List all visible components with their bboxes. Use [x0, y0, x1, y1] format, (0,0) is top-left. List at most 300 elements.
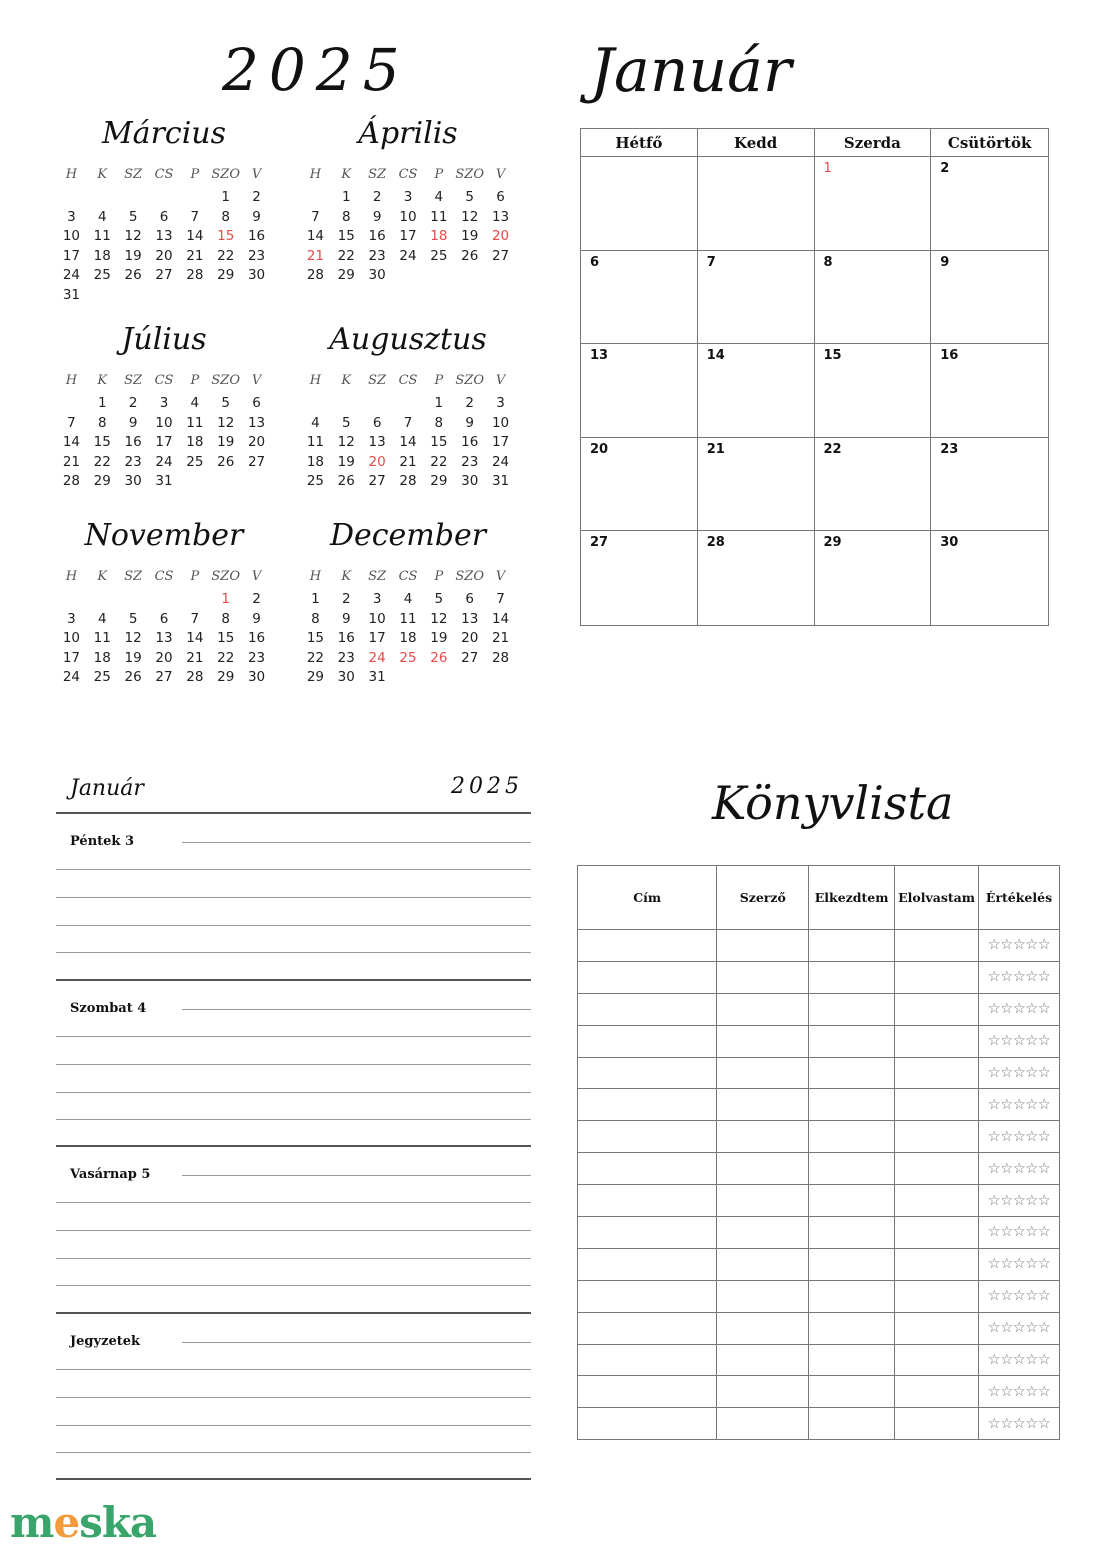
rating-stars-icon: ☆☆☆☆☆: [979, 930, 1060, 962]
day-number: 6: [496, 189, 505, 205]
booklist-column-header: Értékelés: [979, 866, 1060, 930]
day-number: 30: [247, 267, 266, 284]
day-number: 25: [430, 247, 448, 264]
booklist-row: [578, 1344, 1060, 1376]
booklist-cell[interactable]: [717, 1185, 809, 1217]
planner-section-label: Vasárnap 5: [70, 1167, 158, 1182]
mini-calendar-days: [300, 564, 516, 688]
calendar-day-cell: 23: [931, 438, 1048, 532]
booklist-cell[interactable]: [895, 1248, 979, 1280]
writing-line: [56, 1202, 531, 1203]
booklist-column-header: Elkezdtem: [809, 866, 895, 930]
booklist-cell[interactable]: [578, 930, 717, 962]
day-number: 8: [221, 208, 230, 225]
mini-calendar-title: Augusztus: [329, 322, 487, 357]
booklist-cell[interactable]: [809, 1376, 895, 1408]
day-number: 26: [124, 669, 142, 686]
day-number: 3: [403, 189, 413, 205]
booklist-cell[interactable]: [578, 1217, 717, 1249]
day-number: 26: [124, 267, 142, 284]
booklist-cell[interactable]: [895, 1408, 979, 1440]
booklist-row: [578, 1153, 1060, 1185]
weekday-label: SZO: [455, 373, 485, 388]
day-number: 17: [368, 630, 386, 647]
day-number: 20: [491, 228, 510, 245]
day-number: 1: [434, 395, 444, 411]
booklist-cell[interactable]: [578, 1057, 717, 1089]
booklist-cell[interactable]: [809, 993, 895, 1025]
empty-day: [179, 188, 210, 208]
year-title: 2025: [222, 36, 410, 104]
calendar-day-cell: 7: [698, 251, 815, 345]
weekday-label: P: [434, 373, 444, 388]
month-calendar-grid: [580, 128, 1049, 626]
weekday-label: CS: [154, 373, 174, 388]
day-number: 1: [97, 395, 107, 411]
day-number: 4: [97, 208, 107, 225]
day-number: 17: [491, 434, 510, 451]
day-number: 20: [155, 649, 173, 666]
day-number: 10: [62, 630, 81, 647]
day-number: 11: [93, 630, 111, 647]
day-number: 12: [124, 630, 142, 647]
weekday-label: SZO: [455, 569, 485, 584]
mini-calendar-augusztus: [300, 318, 516, 492]
weekday-header: Csütörtök: [931, 129, 1048, 157]
day-number: 21: [186, 247, 204, 264]
weekday-header: Hétfő: [581, 129, 698, 157]
empty-day: [300, 188, 331, 208]
booklist-cell[interactable]: [578, 961, 717, 993]
day-number: 27: [155, 267, 173, 284]
weekday-label: H: [309, 569, 322, 584]
day-number: 26: [337, 473, 355, 490]
day-number: 20: [461, 630, 479, 647]
day-number: 30: [247, 669, 266, 686]
weekday-label: SZ: [368, 569, 387, 584]
day-number: 26: [461, 247, 479, 264]
day-number: 12: [124, 228, 142, 245]
weekday-label: H: [65, 167, 78, 182]
booklist-body: [578, 930, 1060, 1440]
day-number: 9: [341, 610, 351, 627]
weekday-label: SZO: [211, 569, 241, 584]
booklist-cell[interactable]: [578, 993, 717, 1025]
empty-day: [56, 188, 87, 208]
day-number: 22: [306, 649, 325, 666]
day-number: 18: [93, 649, 111, 666]
booklist-cell[interactable]: [895, 1312, 979, 1344]
booklist-cell[interactable]: [717, 1025, 809, 1057]
booklist-cell[interactable]: [895, 1280, 979, 1312]
booklist-cell[interactable]: [895, 1025, 979, 1057]
empty-day: [331, 394, 362, 414]
rating-stars-icon: ☆☆☆☆☆: [979, 1025, 1060, 1057]
weekday-label: K: [341, 569, 352, 584]
booklist-cell[interactable]: [578, 1121, 717, 1153]
calendar-day-cell: 30: [940, 535, 959, 551]
day-number: 19: [430, 630, 448, 647]
calendar-day-cell: [581, 157, 698, 251]
booklist-cell[interactable]: [578, 1312, 717, 1344]
day-number: 21: [186, 649, 204, 666]
day-number: 30: [124, 473, 142, 490]
day-number: 11: [306, 434, 325, 451]
weekday-label: SZ: [368, 167, 387, 182]
writing-line: [56, 925, 531, 926]
booklist-cell[interactable]: [895, 930, 979, 962]
rating-stars-icon: ☆☆☆☆☆: [979, 1248, 1060, 1280]
booklist-cell[interactable]: [578, 1089, 717, 1121]
day-number: 3: [67, 610, 76, 627]
calendar-day-cell: 20: [581, 438, 698, 532]
weekday-label: K: [341, 373, 352, 388]
day-number: 10: [62, 228, 81, 245]
weekday-label: SZ: [368, 373, 387, 388]
weekday-label: SZ: [124, 373, 143, 388]
day-number: 1: [221, 591, 230, 607]
day-number: 16: [368, 228, 386, 245]
day-number: 8: [221, 610, 230, 627]
day-number: 25: [93, 267, 111, 284]
day-number: 6: [159, 208, 169, 225]
booklist-cell[interactable]: [717, 930, 809, 962]
day-number: 31: [368, 669, 386, 686]
day-number: 29: [217, 267, 235, 284]
weekday-label: SZ: [124, 569, 143, 584]
rating-stars-icon: ☆☆☆☆☆: [979, 1121, 1060, 1153]
day-number: 27: [461, 649, 479, 666]
day-number: 27: [368, 473, 386, 490]
meska-logo: meska: [10, 1498, 157, 1547]
day-number: 22: [217, 649, 235, 666]
day-number: 26: [217, 453, 235, 470]
day-number: 4: [311, 414, 320, 431]
calendar-day-cell: 14: [698, 344, 815, 438]
day-number: 8: [97, 414, 107, 431]
day-number: 5: [341, 414, 351, 431]
day-number: 27: [247, 453, 266, 470]
weekday-label: H: [309, 167, 322, 182]
day-number: 2: [341, 591, 351, 607]
rating-stars-icon: ☆☆☆☆☆: [979, 1217, 1060, 1249]
weekday-label: CS: [398, 373, 418, 388]
booklist-cell[interactable]: [809, 1344, 895, 1376]
day-number: 10: [368, 610, 386, 627]
day-number: 12: [217, 414, 235, 431]
calendar-day-cell: 29: [815, 531, 932, 625]
day-number: 17: [155, 434, 173, 451]
day-number: 15: [430, 434, 448, 451]
booklist-row: [578, 961, 1060, 993]
booklist-cell[interactable]: [895, 1089, 979, 1121]
weekday-label: P: [434, 569, 444, 584]
booklist-cell[interactable]: [809, 1121, 895, 1153]
booklist-cell[interactable]: [895, 1376, 979, 1408]
rating-stars-icon: ☆☆☆☆☆: [979, 1153, 1060, 1185]
day-number: 6: [372, 414, 382, 431]
mini-calendar-title: December: [329, 518, 487, 553]
day-number: 4: [97, 610, 107, 627]
day-number: 29: [306, 669, 325, 686]
day-number: 18: [93, 247, 111, 264]
booklist-cell[interactable]: [578, 1025, 717, 1057]
day-number: 1: [311, 591, 320, 607]
booklist-cell[interactable]: [809, 961, 895, 993]
day-number: 27: [155, 669, 173, 686]
day-number: 24: [62, 669, 81, 686]
mini-calendar-days: [300, 162, 516, 286]
day-number: 21: [306, 247, 325, 264]
day-number: 14: [306, 228, 325, 245]
writing-line: [56, 1119, 531, 1120]
booklist-cell[interactable]: [578, 1153, 717, 1185]
empty-day: [87, 590, 118, 610]
weekday-label: V: [251, 167, 262, 182]
booklist-cell[interactable]: [895, 1185, 979, 1217]
day-number: 10: [399, 208, 417, 225]
booklist-cell[interactable]: [895, 1217, 979, 1249]
booklist-cell[interactable]: [578, 1248, 717, 1280]
weekday-label: V: [495, 569, 506, 584]
booklist-column-header: Cím: [578, 866, 717, 930]
day-number: 28: [186, 267, 204, 284]
booklist-column-header: Elolvastam: [895, 866, 979, 930]
day-number: 23: [337, 649, 355, 666]
weekday-header: Szerda: [815, 129, 932, 157]
day-number: 21: [399, 453, 417, 470]
day-number: 25: [306, 473, 325, 490]
weekday-label: CS: [398, 569, 418, 584]
booklist-header-row: [578, 866, 1060, 930]
booklist-cell[interactable]: [717, 1280, 809, 1312]
booklist-cell[interactable]: [895, 1057, 979, 1089]
day-number: 19: [461, 228, 479, 245]
booklist-cell[interactable]: [809, 1025, 895, 1057]
mini-calendar-november: [56, 514, 272, 688]
booklist-row: [578, 1057, 1060, 1089]
booklist-cell[interactable]: [717, 1376, 809, 1408]
booklist-cell[interactable]: [809, 1408, 895, 1440]
booklist-cell[interactable]: [895, 1153, 979, 1185]
day-number: 30: [337, 669, 355, 686]
day-number: 29: [337, 267, 355, 284]
mini-calendar-július: [56, 318, 272, 492]
day-number: 20: [368, 453, 386, 470]
day-number: 25: [186, 453, 204, 470]
day-number: 9: [252, 208, 261, 225]
day-number: 9: [128, 414, 138, 431]
booklist-row: [578, 993, 1060, 1025]
mini-calendar-days: [300, 368, 516, 492]
day-number: 29: [93, 473, 111, 490]
empty-day: [56, 590, 87, 610]
empty-day: [149, 590, 180, 610]
day-number: 17: [399, 228, 417, 245]
booklist-cell[interactable]: [809, 1057, 895, 1089]
writing-line: [182, 1175, 531, 1176]
weekday-label: P: [434, 167, 444, 182]
writing-line: [56, 897, 531, 898]
day-number: 30: [461, 473, 479, 490]
day-number: 20: [155, 247, 173, 264]
day-number: 13: [491, 208, 510, 225]
weekday-label: V: [495, 373, 506, 388]
booklist-cell[interactable]: [895, 1344, 979, 1376]
booklist-cell[interactable]: [895, 993, 979, 1025]
day-number: 18: [186, 434, 204, 451]
weekday-label: K: [97, 373, 108, 388]
booklist-cell[interactable]: [809, 1089, 895, 1121]
day-number: 23: [461, 453, 479, 470]
calendar-day-cell: 13: [581, 344, 698, 438]
planner-section-label: Szombat 4: [70, 1001, 154, 1016]
mini-calendar-március: [56, 112, 272, 306]
day-number: 15: [217, 630, 235, 647]
day-number: 7: [496, 591, 505, 607]
day-number: 14: [186, 630, 204, 647]
booklist-cell[interactable]: [717, 1121, 809, 1153]
day-number: 14: [399, 434, 417, 451]
booklist-cell[interactable]: [717, 1089, 809, 1121]
planner-section-label: Jegyzetek: [70, 1334, 148, 1349]
planner-section-label: Péntek 3: [70, 834, 142, 849]
booklist-cell[interactable]: [717, 1248, 809, 1280]
day-number: 19: [337, 453, 355, 470]
calendar-day-cell: 16: [931, 344, 1048, 438]
month-title: Január: [590, 36, 792, 106]
mini-calendar-title: Április: [358, 116, 458, 151]
empty-day: [362, 394, 393, 414]
empty-day: [393, 394, 424, 414]
day-number: 5: [128, 610, 138, 627]
day-number: 2: [372, 189, 382, 205]
day-number: 29: [217, 669, 235, 686]
booklist-cell[interactable]: [809, 930, 895, 962]
calendar-day-cell: 28: [698, 531, 815, 625]
rating-stars-icon: ☆☆☆☆☆: [979, 961, 1060, 993]
booklist-cell[interactable]: [717, 993, 809, 1025]
booklist-cell[interactable]: [895, 961, 979, 993]
booklist-cell[interactable]: [717, 961, 809, 993]
day-number: 5: [465, 189, 474, 205]
planner-section: [56, 1147, 531, 1314]
day-number: 25: [93, 669, 111, 686]
writing-line: [56, 1064, 531, 1065]
day-number: 26: [430, 649, 448, 666]
day-number: 12: [461, 208, 479, 225]
writing-line: [182, 1009, 531, 1010]
weekday-label: SZ: [124, 167, 143, 182]
planner-year: 2025: [451, 774, 523, 799]
day-number: 16: [337, 630, 355, 647]
day-number: 13: [155, 228, 173, 245]
booklist-cell[interactable]: [717, 1312, 809, 1344]
booklist-cell[interactable]: [717, 1057, 809, 1089]
weekday-label: SZO: [211, 167, 241, 182]
day-number: 11: [399, 610, 417, 627]
booklist-cell[interactable]: [717, 1344, 809, 1376]
day-number: 16: [461, 434, 479, 451]
rating-stars-icon: ☆☆☆☆☆: [979, 1057, 1060, 1089]
day-number: 25: [399, 649, 417, 666]
writing-line: [182, 842, 531, 843]
booklist-cell[interactable]: [578, 1280, 717, 1312]
day-number: 22: [430, 453, 448, 470]
mini-calendar-december: [300, 514, 516, 688]
day-number: 22: [337, 247, 355, 264]
day-number: 1: [221, 189, 230, 205]
booklist-row: [578, 1312, 1060, 1344]
booklist-cell[interactable]: [578, 1408, 717, 1440]
day-number: 15: [93, 434, 111, 451]
day-number: 2: [465, 395, 474, 411]
day-number: 5: [128, 208, 138, 225]
day-number: 16: [247, 228, 266, 245]
booklist-cell[interactable]: [809, 1153, 895, 1185]
day-number: 22: [93, 453, 111, 470]
day-number: 23: [247, 247, 266, 264]
booklist-cell[interactable]: [809, 1185, 895, 1217]
writing-line: [56, 1425, 531, 1426]
booklist-cell[interactable]: [578, 1376, 717, 1408]
booklist-cell[interactable]: [895, 1121, 979, 1153]
day-number: 5: [434, 591, 444, 607]
booklist-cell[interactable]: [809, 1280, 895, 1312]
day-number: 12: [430, 610, 448, 627]
weekday-header: Kedd: [698, 129, 815, 157]
day-number: 23: [368, 247, 386, 264]
day-number: 14: [186, 228, 204, 245]
booklist-row: [578, 1025, 1060, 1057]
day-number: 23: [247, 649, 266, 666]
day-number: 30: [368, 267, 386, 284]
writing-line: [56, 869, 531, 870]
day-number: 10: [491, 414, 510, 431]
booklist-cell[interactable]: [717, 1408, 809, 1440]
rating-stars-icon: ☆☆☆☆☆: [979, 1376, 1060, 1408]
day-number: 28: [186, 669, 204, 686]
rating-stars-icon: ☆☆☆☆☆: [979, 1089, 1060, 1121]
booklist-cell[interactable]: [578, 1185, 717, 1217]
weekday-label: V: [495, 167, 506, 182]
booklist-cell[interactable]: [809, 1217, 895, 1249]
writing-line: [56, 1285, 531, 1286]
booklist-cell[interactable]: [809, 1312, 895, 1344]
day-number: 11: [186, 414, 204, 431]
planner-month: Január: [70, 776, 144, 801]
writing-line: [182, 1342, 531, 1343]
booklist-row: [578, 1217, 1060, 1249]
rating-stars-icon: ☆☆☆☆☆: [979, 993, 1060, 1025]
writing-line: [56, 1397, 531, 1398]
mini-calendar-title: Július: [121, 322, 207, 357]
booklist-row: [578, 1248, 1060, 1280]
booklist-column-header: Szerző: [717, 866, 809, 930]
day-number: 4: [403, 591, 413, 607]
booklist-cell[interactable]: [809, 1248, 895, 1280]
day-number: 7: [403, 414, 413, 431]
day-number: 24: [491, 453, 510, 470]
rating-stars-icon: ☆☆☆☆☆: [979, 1344, 1060, 1376]
booklist-cell[interactable]: [717, 1217, 809, 1249]
weekday-label: H: [65, 569, 78, 584]
writing-line: [56, 1036, 531, 1037]
booklist-row: [578, 1408, 1060, 1440]
calendar-day-cell: 27: [581, 531, 698, 625]
booklist-cell[interactable]: [578, 1344, 717, 1376]
booklist-cell[interactable]: [717, 1153, 809, 1185]
